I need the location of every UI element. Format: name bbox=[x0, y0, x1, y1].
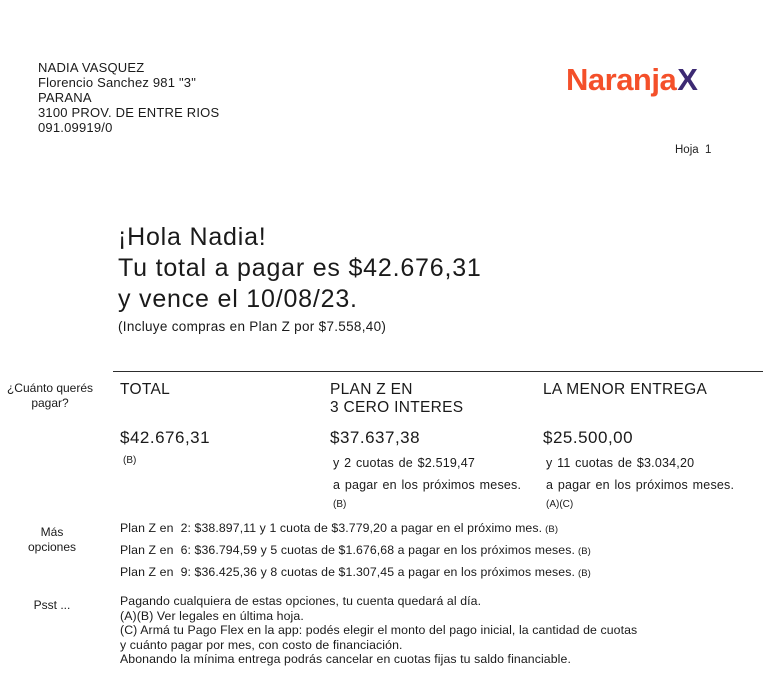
option-title-line1: LA MENOR ENTREGA bbox=[543, 381, 708, 398]
account-number: 091.09919/0 bbox=[38, 120, 113, 135]
option-title bbox=[543, 381, 768, 428]
option-detail-line: y 2 cuotas de $2.519,47 bbox=[333, 456, 476, 470]
plan-z-option-row bbox=[120, 561, 591, 583]
payment-option-menor-entrega bbox=[543, 381, 768, 513]
sidebar-label-how-much bbox=[0, 381, 100, 411]
more-options-list bbox=[120, 517, 591, 583]
option-title-line1: TOTAL bbox=[120, 381, 171, 398]
recipient-street: Florencio Sanchez 981 "3" bbox=[38, 75, 197, 90]
logo-text-x: X bbox=[677, 62, 698, 97]
plan-z-row-note: (B) bbox=[577, 546, 591, 557]
option-title-line1: PLAN Z EN bbox=[330, 381, 413, 398]
plan-z-row-text: Plan Z en 6: $36.794,59 y 5 cuotas de $1.676,68 a pagar en los próximos meses. bbox=[120, 543, 575, 557]
plan-z-row-text: Plan Z en 2: $38.897,11 y 1 cuota de $3.779,20 a pagar en el próximo mes. bbox=[120, 521, 543, 535]
payment-option-planz bbox=[330, 381, 538, 513]
option-legal-note: (B) bbox=[333, 499, 347, 510]
recipient-province: 3100 PROV. DE ENTRE RIOS bbox=[38, 105, 220, 120]
footnote-line: y cuánto pagar por mes, con costo de financiación. bbox=[120, 637, 403, 652]
footnote-line: (A)(B) Ver legales en última hoja. bbox=[120, 608, 304, 623]
greeting-due-date: y vence el 10/08/23. bbox=[118, 285, 358, 313]
recipient-address bbox=[38, 60, 219, 135]
logo-text-naranja: Naranja bbox=[566, 62, 677, 97]
plan-z-option-row bbox=[120, 539, 591, 561]
sidebar-label-how-much-line1: ¿Cuánto querés bbox=[6, 381, 94, 395]
plan-z-option-row bbox=[120, 517, 591, 539]
option-amount: $25.500,00 bbox=[543, 428, 634, 447]
greeting-total: Tu total a pagar es $42.676,31 bbox=[118, 254, 482, 282]
option-title bbox=[330, 381, 538, 428]
option-detail-line: y 11 cuotas de $3.034,20 bbox=[546, 456, 695, 470]
option-title bbox=[120, 381, 320, 428]
option-details bbox=[330, 452, 538, 496]
option-legal-note: (B) bbox=[123, 455, 137, 466]
plan-z-row-text: Plan Z en 9: $36.425,36 y 8 cuotas de $1.307,45 a pagar en los próximos meses. bbox=[120, 565, 575, 579]
footnote-line: Pagando cualquiera de estas opciones, tu cuenta quedará al día. bbox=[120, 594, 482, 608]
option-detail-line: a pagar en los próximos meses. bbox=[546, 478, 735, 492]
payment-option-total bbox=[120, 381, 320, 469]
plan-z-row-note: (B) bbox=[577, 568, 591, 579]
sidebar-label-how-much-line2: pagar? bbox=[31, 396, 69, 410]
sidebar-label-more-line2: opciones bbox=[27, 540, 77, 554]
footnotes-block bbox=[120, 594, 637, 667]
sidebar-label-more-options bbox=[0, 525, 104, 555]
greeting-block bbox=[118, 222, 482, 334]
option-amount: $37.637,38 bbox=[330, 428, 421, 447]
option-details bbox=[543, 452, 768, 496]
option-legal-note: (A)(C) bbox=[546, 499, 574, 510]
page-indicator: Hoja 1 bbox=[675, 144, 712, 156]
recipient-city: PARANA bbox=[38, 90, 92, 105]
footnote-line: (C) Armá tu Pago Flex en la app: podés elegir el monto del pago inicial, la cantidad de cuotas bbox=[120, 623, 638, 638]
recipient-name: NADIA VASQUEZ bbox=[38, 60, 145, 75]
plan-z-row-note: (B) bbox=[545, 524, 559, 535]
option-detail-line: a pagar en los próximos meses. bbox=[333, 478, 522, 492]
naranjax-logo bbox=[566, 62, 697, 98]
greeting-hello: ¡Hola Nadia! bbox=[118, 223, 267, 251]
sidebar-label-more-line1: Más bbox=[40, 525, 64, 539]
section-divider bbox=[113, 371, 763, 372]
footnote-line: Abonando la mínima entrega podrás cancelar en cuotas fijas tu saldo financiable. bbox=[120, 652, 571, 667]
greeting-planz-note: (Incluye compras en Plan Z por $7.558,40) bbox=[118, 319, 387, 334]
option-title-line2: 3 CERO INTERES bbox=[330, 399, 464, 416]
option-amount: $42.676,31 bbox=[120, 428, 211, 447]
sidebar-label-psst: Psst ... bbox=[33, 598, 71, 612]
